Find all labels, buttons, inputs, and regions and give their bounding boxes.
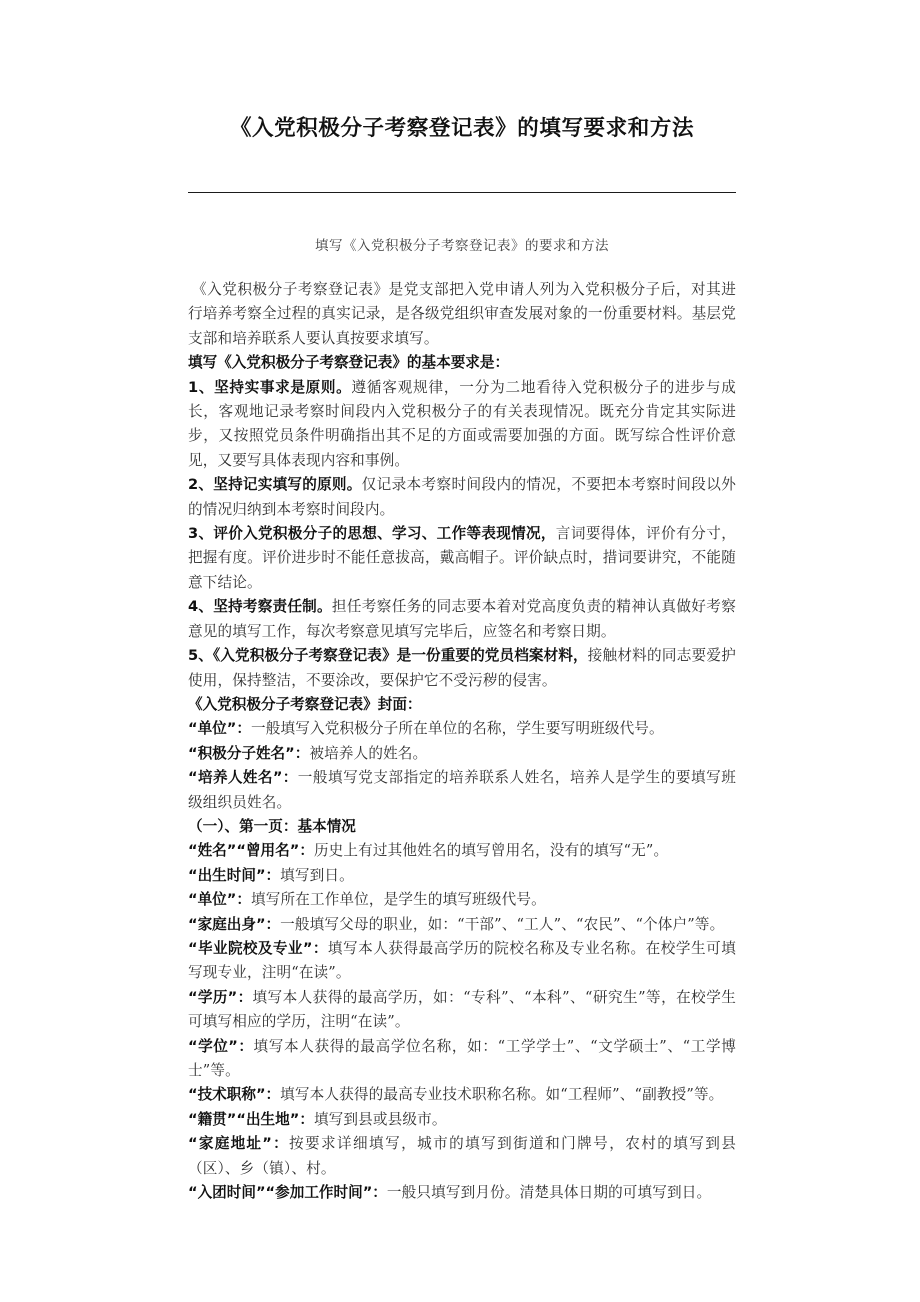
paragraph-lead: “技术职称”：: [188, 1086, 281, 1104]
document-subtitle: 填写《入党积极分子考察登记表》的要求和方法: [315, 238, 609, 254]
divider-wrapper: [188, 144, 736, 193]
paragraph-lead: “单位”：: [188, 891, 251, 909]
paragraph-lead: “姓名”“曾用名”：: [188, 842, 314, 860]
paragraph-text: 仅记录本考察时间段内的情况，不要把本考察时间段以外的情况归纳到本考察时间段内。: [188, 476, 736, 518]
paragraph-lead: “毕业院校及专业”：: [188, 939, 328, 957]
paragraph-text: 按要求详细填写，城市的填写到街道和门牌号，农村的填写到县（区）、乡（镇）、村。: [188, 1135, 737, 1177]
paragraph-field-jiatingchushen: [188, 913, 736, 937]
paragraph-lead: “家庭出身”：: [188, 915, 281, 933]
paragraph-text: 填写本人获得的最高学历，如：“专科”、“本科”、“研究生”等，在校学生可填写相应的学历，注明“在读”。: [188, 988, 736, 1031]
paragraph-text: 一般填写党支部指定的培养联系人姓名，培养人是学生的要填写班级组织员姓名。: [188, 769, 737, 811]
paragraph-lead: “入团时间”“参加工作时间”：: [188, 1184, 387, 1202]
paragraph-lead: “家庭地址”：: [188, 1135, 290, 1153]
paragraph-field-jiguan: [188, 1108, 736, 1132]
paragraph-text: 填写《入党积极分子考察登记表》的基本要求是：: [188, 354, 510, 372]
paragraph-lead: “培养人姓名”：: [188, 769, 298, 787]
paragraph-req-5: [188, 644, 736, 693]
paragraph-req-4: [188, 595, 736, 644]
paragraph-lead: “单位”：: [188, 720, 251, 738]
paragraph-field-chushengshijian: [188, 864, 736, 888]
paragraph-field-rutuanshijian: [188, 1181, 736, 1205]
paragraph-text: 填写所在工作单位，是学生的填写班级代号。: [250, 891, 546, 909]
paragraph-field-biyeyuanxiao: [188, 937, 736, 986]
paragraph-text: 一般填写入党积极分子所在单位的名称，学生要写明班级代号。: [250, 720, 664, 738]
paragraph-text: 填写到县或县级市。: [313, 1110, 447, 1128]
paragraph-text: 一般填写父母的职业，如：“干部”、“工人”、“农民”、“个体户”等。: [280, 915, 725, 933]
paragraph-lead: “学历”：: [188, 988, 253, 1006]
document-body: [188, 257, 736, 1205]
document-content-column: [188, 0, 736, 1205]
paragraph-lead: 3、评价入党积极分子的思想、学习、工作等表现情况，: [188, 525, 556, 543]
paragraph-text: 《入党积极分子考察登记表》是党支部把入党申请人列为入党积极分子后，对其进行培养考察全过程的真实记录，是各级党组织审查发展对象的一份重要材料。基层党支部和培养联系人要认真按要求填写。: [188, 281, 736, 347]
paragraph-lead: 2、坚持记实填写的原则。: [188, 476, 362, 494]
paragraph-lead: “籍贯”“出生地”：: [188, 1110, 314, 1128]
paragraph-text: 填写本人获得最高学历的院校名称及专业名称。在校学生可填写现专业，注明“在读”。: [188, 939, 737, 982]
paragraph-lead: 1、坚持实事求是原则。: [188, 378, 352, 396]
paragraph-req-3: [188, 522, 736, 595]
paragraph-text: （一）、第一页：基本情况: [188, 817, 356, 835]
paragraph-basic-requirements-heading: [188, 351, 736, 375]
paragraph-text: 接触材料的同志要爱护使用，保持整洁，不要涂改，要保护它不受污秽的侵害。: [188, 647, 736, 689]
paragraph-text: 历史上有过其他姓名的填写曾用名，没有的填写“无”。: [313, 842, 669, 860]
paragraph-lead: “出生时间”：: [188, 866, 281, 884]
paragraph-field-jishuzhicheng: [188, 1083, 736, 1107]
paragraph-field-xuewei: [188, 1035, 736, 1084]
page-title: 《入党积极分子考察登记表》的填写要求和方法: [229, 116, 695, 141]
paragraph-lead: 4、坚持考察责任制。: [188, 598, 332, 616]
paragraph-field-jiatingdizhi: [188, 1132, 736, 1181]
paragraph-lead: “学位”：: [188, 1037, 254, 1055]
paragraph-intro: [188, 278, 736, 351]
paragraph-text: 一般只填写到月份。清楚具体日期的可填写到日。: [386, 1184, 712, 1202]
paragraph-lead: 5、《入党积极分子考察登记表》是一份重要的党员档案材料，: [188, 647, 588, 665]
paragraph-text: 《入党积极分子考察登记表》封面：: [188, 695, 422, 713]
paragraph-req-1: [188, 376, 736, 474]
paragraph-field-danwei-cover: [188, 717, 736, 741]
paragraph-text: 担任考察任务的同志要本着对党高度负责的精神认真做好考察意见的填写工作，每次考察意见填写完毕后，应签名和考察日期。: [188, 598, 736, 640]
paragraph-text: 遵循客观规律，一分为二地看待入党积极分子的进步与成长，客观地记录考察时间段内入党积极分子的有关表现情况。既充分肯定其实际进步，又按照党员条件明确指出其不足的方面或需要加强的方面。既写综合性评价意见，又要写具体表现内容和事例。: [188, 378, 736, 469]
paragraph-req-2: [188, 473, 736, 522]
paragraph-cover-heading: [188, 693, 736, 717]
paragraph-text: 言词要得体，评价有分寸，把握有度。评价进步时不能任意拔高，戴高帽子。评价缺点时，措词要讲究，不能随意下结论。: [188, 525, 736, 591]
paragraph-text: 填写本人获得的最高学位名称，如：“工学学士”、“文学硕士”、“工学博士”等。: [188, 1037, 736, 1079]
paragraph-field-peiyangren-xingming: [188, 766, 736, 815]
paragraph-field-xueli: [188, 986, 736, 1035]
paragraph-field-xingming: [188, 839, 736, 863]
paragraph-field-danwei: [188, 888, 736, 912]
paragraph-text: 被培养人的姓名。: [309, 744, 428, 762]
paragraph-lead: “积极分子姓名”：: [188, 744, 310, 762]
paragraph-text: 填写到日。: [280, 866, 354, 884]
paragraph-text: 填写本人获得的最高专业技术职称名称。如“工程师”、“副教授”等。: [280, 1086, 724, 1104]
paragraph-field-jijifenzi-xingming: [188, 742, 736, 766]
paragraph-section-one-heading: [188, 815, 736, 839]
